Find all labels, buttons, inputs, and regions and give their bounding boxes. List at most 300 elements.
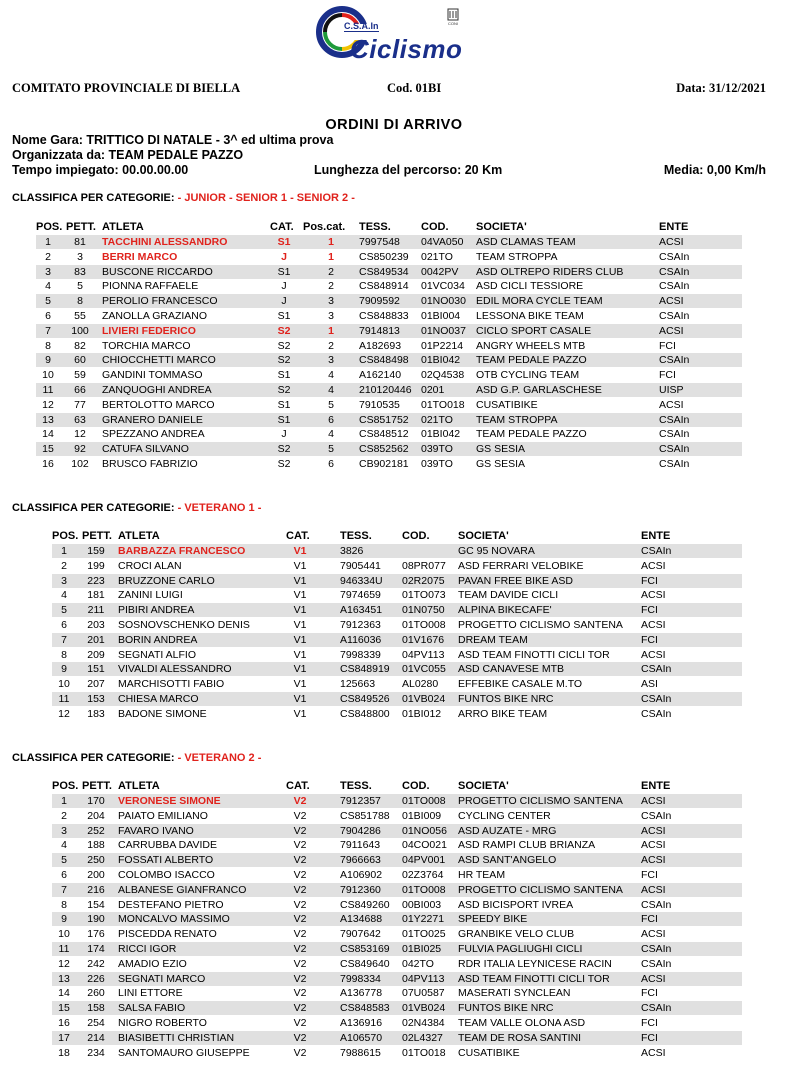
- cell-ente: CSAIn: [659, 265, 690, 278]
- cell-cod: 02L4327: [402, 1031, 443, 1044]
- cell-cat: V2: [293, 839, 307, 852]
- cell-cat: J: [281, 280, 287, 293]
- col-pos: POS.: [52, 530, 79, 542]
- cell-pett: 151: [87, 663, 105, 676]
- cell-societa: GRANBIKE VELO CLUB: [458, 928, 575, 941]
- date-label: Data: 31/12/2021: [676, 81, 766, 95]
- table-row: [52, 898, 742, 912]
- cell-atleta: BERRI MARCO: [102, 250, 178, 263]
- cell-tess: 7905441: [340, 559, 381, 572]
- cell-societa: ASD FERRARI VELOBIKE: [458, 559, 584, 572]
- section2-label-text: CLASSIFICA PER CATEGORIE:: [12, 502, 178, 514]
- cell-ente: CSAIn: [659, 443, 690, 456]
- cell-atleta: CHIESA MARCO: [118, 693, 199, 705]
- cell-poscat: 2: [328, 280, 334, 293]
- cell-atleta: FOSSATI ALBERTO: [118, 854, 214, 867]
- col-ente: ENTE: [659, 221, 689, 233]
- cell-cod: 01TO008: [402, 795, 446, 807]
- section2-label: [12, 502, 261, 514]
- table-row: [36, 383, 742, 397]
- cell-pos: 6: [61, 619, 67, 631]
- cell-ente: CSAIn: [659, 250, 690, 263]
- cell-tess: 7907642: [340, 928, 381, 941]
- cell-atleta: FAVARO IVANO: [118, 824, 194, 837]
- cell-cat: S2: [277, 354, 291, 367]
- cell-cat: V1: [293, 693, 307, 705]
- cell-tess: A116036: [340, 633, 382, 646]
- cell-cat: J: [281, 295, 287, 308]
- cell-pett: 176: [87, 928, 105, 941]
- cell-ente: CSAIn: [659, 428, 690, 441]
- cell-ente: CSAIn: [641, 898, 672, 911]
- cell-tess: 210120446: [359, 384, 412, 396]
- cell-pett: 254: [87, 1017, 105, 1029]
- cell-pett: 158: [87, 1002, 105, 1015]
- col-societa: SOCIETA': [476, 221, 527, 233]
- section1-label-text: CLASSIFICA PER CATEGORIE:: [12, 192, 178, 204]
- cell-cat: V2: [293, 824, 307, 837]
- cell-tess: CS851788: [340, 809, 390, 822]
- cell-ente: FCI: [641, 869, 658, 881]
- cell-atleta: VERONESE SIMONE: [118, 795, 221, 807]
- cell-cod: 039TO: [421, 443, 453, 456]
- cell-cat: V1: [293, 619, 307, 631]
- cell-societa: TEAM PEDALE PAZZO: [476, 354, 587, 367]
- cell-pos: 10: [58, 678, 70, 691]
- table-row: [36, 442, 742, 456]
- cell-cod: 04PV113: [402, 648, 445, 661]
- cell-ente: ACSI: [641, 854, 666, 867]
- table-row: [52, 883, 742, 897]
- cell-societa: EDIL MORA CYCLE TEAM: [476, 295, 603, 308]
- cell-ente: CSAIn: [641, 693, 672, 705]
- cell-tess: 7988615: [340, 1046, 381, 1059]
- cell-pos: 8: [61, 898, 67, 911]
- cell-tess: CS848800: [340, 707, 390, 720]
- table-row: [36, 265, 742, 279]
- cell-tess: 125663: [340, 678, 376, 691]
- cell-pett: 226: [87, 972, 105, 985]
- cell-ente: CSAIn: [659, 310, 690, 322]
- comitato-label: COMITATO PROVINCIALE DI BIELLA: [12, 81, 241, 95]
- cell-tess: A136916: [340, 1017, 383, 1029]
- cell-atleta: LINI ETTORE: [118, 987, 183, 1000]
- cell-ente: CSAIn: [641, 943, 672, 955]
- cell-societa: TEAM STROPPA: [476, 413, 558, 426]
- cell-atleta: GRANERO DANIELE: [102, 413, 203, 426]
- col-ente: ENTE: [641, 780, 671, 792]
- cell-tess: CS848583: [340, 1002, 390, 1015]
- cell-tess: A106570: [340, 1031, 383, 1044]
- cell-pos: 14: [58, 987, 70, 1000]
- cell-cod: 01Y2271: [402, 913, 445, 926]
- cell-poscat: 4: [328, 369, 334, 382]
- cell-ente: ACSI: [641, 648, 666, 661]
- cell-pett: 60: [74, 354, 86, 367]
- section2-categories: - VETERANO 1 -: [177, 502, 262, 514]
- cell-pett: 5: [77, 280, 83, 293]
- cell-cod: 02R2075: [402, 574, 445, 587]
- cell-pos: 7: [45, 324, 51, 337]
- cell-cod: 01NO030: [421, 295, 466, 308]
- cell-societa: ASD RAMPI CLUB BRIANZA: [458, 839, 596, 852]
- ciclismo-logo: [316, 4, 466, 62]
- cell-ente: FCI: [641, 633, 658, 646]
- cell-atleta: BADONE SIMONE: [118, 707, 207, 720]
- cell-cat: V1: [293, 707, 307, 720]
- cell-pett: 8: [77, 295, 83, 308]
- cell-cat: V1: [293, 678, 307, 691]
- cell-cat: S2: [277, 384, 291, 396]
- cell-societa: ASD OLTREPO RIDERS CLUB: [476, 265, 624, 278]
- cell-atleta: SEGNATI ALFIO: [118, 648, 196, 661]
- cell-cod: 02N4384: [402, 1017, 445, 1029]
- cell-cod: 04PV113: [402, 972, 445, 985]
- cell-tess: 7998334: [340, 972, 381, 985]
- cell-cod: 01VC034: [421, 280, 465, 293]
- cell-tess: 7966663: [340, 854, 381, 867]
- cell-pos: 13: [42, 413, 54, 426]
- cell-pett: 170: [87, 795, 105, 807]
- table-row: [52, 603, 742, 617]
- cell-pos: 2: [45, 250, 51, 263]
- cell-ente: ASI: [641, 678, 658, 691]
- cell-societa: ASD CICLI TESSIORE: [476, 280, 584, 293]
- cell-ente: CSAIn: [641, 707, 672, 720]
- cell-atleta: CARRUBBA DAVIDE: [118, 839, 217, 852]
- cell-cod: 01NO037: [421, 324, 466, 337]
- cell-pos: 2: [61, 559, 67, 572]
- cell-ente: FCI: [641, 913, 658, 926]
- cell-ente: CSAIn: [659, 280, 690, 293]
- table-row: [52, 648, 742, 662]
- cell-pett: 216: [87, 883, 105, 896]
- cell-pos: 11: [58, 693, 70, 705]
- cell-societa: FUNTOS BIKE NRC: [458, 693, 554, 705]
- cell-atleta: SEGNATI MARCO: [118, 972, 206, 985]
- cell-pos: 1: [61, 795, 67, 807]
- cell-ente: FCI: [641, 604, 658, 617]
- cell-cat: V2: [293, 898, 307, 911]
- cell-pett: 102: [71, 458, 89, 470]
- table-row: [36, 457, 742, 471]
- cell-cat: V1: [293, 545, 307, 557]
- cell-cod: 01V1676: [402, 633, 445, 646]
- cell-cat: V1: [293, 663, 307, 676]
- cell-cat: S1: [277, 265, 291, 278]
- cell-pos: 7: [61, 883, 67, 896]
- cell-pos: 3: [61, 574, 67, 587]
- cell-ente: CSAIn: [659, 413, 690, 426]
- cell-tess: CS849534: [359, 265, 409, 278]
- cell-cat: S2: [277, 443, 291, 456]
- cell-ente: FCI: [641, 987, 658, 1000]
- section1-label: [12, 192, 355, 204]
- cell-poscat: 2: [328, 265, 334, 278]
- cell-ente: ACSI: [659, 295, 684, 308]
- cell-tess: A134688: [340, 913, 383, 926]
- cell-pos: 16: [42, 458, 54, 470]
- cell-tess: 7997548: [359, 236, 400, 248]
- cell-ente: ACSI: [641, 883, 666, 896]
- cell-cod: 01N0750: [402, 604, 445, 617]
- cell-cod: 01TO008: [402, 619, 446, 631]
- cell-poscat: 5: [328, 443, 334, 456]
- cell-pett: 204: [87, 809, 105, 822]
- cell-pett: 207: [87, 678, 105, 691]
- table-row: [52, 1046, 742, 1060]
- cell-atleta: BERTOLOTTO MARCO: [102, 398, 215, 411]
- cell-tess: CS848833: [359, 310, 409, 322]
- cell-societa: EFFEBIKE CASALE M.TO: [458, 678, 583, 691]
- cell-societa: PROGETTO CICLISMO SANTENA: [458, 619, 623, 631]
- cell-cat: V2: [293, 943, 307, 955]
- cell-cod: 01BI004: [421, 310, 461, 322]
- cell-atleta: PAIATO EMILIANO: [118, 809, 208, 822]
- table-row: [52, 677, 742, 691]
- cell-cod: 01BI042: [421, 354, 461, 367]
- cell-pos: 3: [61, 824, 67, 837]
- section2-header: [0, 530, 788, 544]
- cell-pett: 3: [77, 250, 83, 263]
- cell-pett: 260: [87, 987, 105, 1000]
- table-row: [52, 912, 742, 926]
- cell-poscat: 3: [328, 310, 334, 322]
- col-cat: CAT.: [286, 530, 310, 542]
- cell-pos: 9: [45, 354, 51, 367]
- cell-atleta: ZANOLLA GRAZIANO: [102, 310, 208, 322]
- section3-header: [0, 780, 788, 794]
- cell-pett: 159: [87, 545, 105, 557]
- cell-ente: ACSI: [641, 559, 666, 572]
- cell-societa: TEAM DAVIDE CICLI: [458, 589, 559, 602]
- cell-tess: CS848512: [359, 428, 409, 441]
- cell-tess: A162140: [359, 369, 402, 382]
- cell-pos: 12: [58, 957, 70, 970]
- cell-societa: RDR ITALIA LEYNICESE RACIN: [458, 957, 612, 970]
- table-row: [52, 942, 742, 956]
- cell-cat: V2: [293, 913, 307, 926]
- col-pett: PETT.: [66, 221, 96, 233]
- cell-ente: CSAIn: [659, 458, 690, 470]
- table-row: [52, 662, 742, 676]
- cell-cod: 0042PV: [421, 265, 459, 278]
- cell-ente: CSAIn: [659, 354, 690, 367]
- cell-cat: S1: [277, 369, 291, 382]
- cell-pett: 81: [74, 236, 86, 248]
- cell-cod: 01TO008: [402, 883, 446, 896]
- cell-societa: PAVAN FREE BIKE ASD: [458, 574, 573, 587]
- cell-cat: S2: [277, 324, 291, 337]
- cell-societa: ARRO BIKE TEAM: [458, 707, 548, 720]
- cell-atleta: SOSNOVSCHENKO DENIS: [118, 619, 250, 631]
- cell-cod: 04PV001: [402, 854, 446, 867]
- table-row: [52, 794, 742, 808]
- cell-pett: 188: [87, 839, 105, 852]
- table-row: [52, 633, 742, 647]
- cell-poscat: 3: [328, 354, 334, 367]
- cell-cod: 042TO: [402, 957, 434, 970]
- cell-pos: 9: [61, 913, 67, 926]
- cell-pos: 8: [61, 648, 67, 661]
- table-row: [52, 957, 742, 971]
- cell-ente: CSAIn: [641, 1002, 672, 1015]
- cell-societa: ASD TEAM FINOTTI CICLI TOR: [458, 972, 610, 985]
- cell-cod: AL0280: [402, 678, 439, 691]
- cell-pos: 1: [61, 545, 67, 557]
- cell-societa: TEAM STROPPA: [476, 250, 558, 263]
- cell-cod: 01BI025: [402, 943, 442, 955]
- table-row: [52, 707, 742, 721]
- cell-atleta: SPEZZANO ANDREA: [102, 428, 205, 441]
- section3-categories: - VETERANO 2 -: [177, 752, 262, 764]
- cell-societa: FUNTOS BIKE NRC: [458, 1002, 554, 1015]
- cell-cod: 02Q4538: [421, 369, 465, 382]
- cell-ente: ACSI: [641, 839, 666, 852]
- cell-atleta: BARBAZZA FRANCESCO: [118, 545, 246, 557]
- cell-pett: 66: [74, 384, 86, 396]
- cell-tess: 7909592: [359, 295, 400, 308]
- cell-tess: 7998339: [340, 648, 381, 661]
- cell-societa: LESSONA BIKE TEAM: [476, 310, 584, 322]
- table-row: [36, 279, 742, 293]
- cell-cod: 01TO018: [421, 398, 465, 411]
- cell-cat: S1: [277, 398, 291, 411]
- cell-atleta: NIGRO ROBERTO: [118, 1017, 207, 1029]
- cell-atleta: ZANQUOGHI ANDREA: [102, 384, 212, 396]
- course-length: Lunghezza del percorso: 20 Km: [314, 163, 503, 177]
- cell-atleta: MONCALVO MASSIMO: [118, 913, 230, 926]
- cell-cod: 021TO: [421, 250, 453, 263]
- cell-pett: 181: [87, 589, 105, 602]
- cod-label: Cod. 01BI: [387, 81, 442, 95]
- col-tess: TESS.: [340, 780, 372, 792]
- cell-atleta: TORCHIA MARCO: [102, 339, 191, 352]
- cell-tess: CS848919: [340, 663, 390, 676]
- cell-pett: 203: [87, 619, 105, 631]
- cell-pett: 234: [87, 1046, 105, 1059]
- cell-poscat: 3: [328, 295, 334, 308]
- cell-cod: 08PR077: [402, 559, 446, 572]
- table-row: [52, 618, 742, 632]
- cell-societa: CICLO SPORT CASALE: [476, 324, 592, 337]
- cell-cod: 07U0587: [402, 987, 445, 1000]
- cell-ente: ACSI: [641, 972, 666, 985]
- cell-atleta: BUSCONE RICCARDO: [102, 265, 213, 278]
- table-row: [52, 809, 742, 823]
- cell-poscat: 6: [328, 458, 334, 470]
- cell-tess: 7914813: [359, 324, 400, 337]
- cell-atleta: BIASIBETTI CHRISTIAN: [118, 1031, 235, 1044]
- cell-cat: V2: [293, 1046, 307, 1059]
- cell-pett: 200: [87, 869, 105, 881]
- section3-label-text: CLASSIFICA PER CATEGORIE:: [12, 752, 178, 764]
- cell-cat: V2: [293, 1017, 307, 1029]
- cell-cat: S1: [277, 310, 291, 322]
- cell-ente: ACSI: [641, 589, 666, 602]
- cell-cod: 01NO056: [402, 824, 447, 837]
- average-speed: Media: 0,00 Km/h: [663, 163, 766, 177]
- cell-atleta: ZANINI LUIGI: [118, 589, 183, 602]
- col-ente: ENTE: [641, 530, 671, 542]
- cell-cod: 01BI012: [402, 707, 442, 720]
- cell-ente: FCI: [659, 369, 676, 382]
- cell-atleta: VIVALDI ALESSANDRO: [118, 663, 232, 676]
- cell-poscat: 4: [328, 428, 334, 441]
- cell-pett: 201: [87, 633, 105, 646]
- table-row: [52, 927, 742, 941]
- section3-label: [12, 752, 261, 764]
- cell-cat: V2: [293, 928, 307, 941]
- table-row: [52, 838, 742, 852]
- cell-cod: 01VB024: [402, 1002, 446, 1015]
- cell-cat: V2: [293, 883, 307, 896]
- cell-atleta: PIONNA RAFFAELE: [102, 280, 199, 293]
- cell-pett: 55: [74, 310, 86, 322]
- cell-pos: 15: [58, 1002, 70, 1015]
- cell-ente: CSAIn: [641, 957, 672, 970]
- cell-tess: CS851752: [359, 413, 409, 426]
- cell-pos: 10: [42, 369, 54, 382]
- cell-pos: 12: [58, 707, 70, 720]
- cell-pett: 82: [74, 339, 86, 352]
- cell-pos: 5: [45, 295, 51, 308]
- cell-societa: PROGETTO CICLISMO SANTENA: [458, 795, 623, 807]
- col-cat: CAT.: [286, 780, 310, 792]
- coni-label: CONI: [448, 21, 458, 26]
- cell-cat: J: [281, 428, 287, 441]
- table-row: [52, 853, 742, 867]
- cell-tess: 946334U: [340, 574, 383, 587]
- cell-ente: CSAIn: [641, 663, 672, 676]
- table-row: [36, 309, 742, 323]
- table-row: [52, 1031, 742, 1045]
- cell-pos: 6: [45, 310, 51, 322]
- cell-pos: 8: [45, 339, 51, 352]
- cell-societa: TEAM DE ROSA SANTINI: [458, 1031, 582, 1044]
- cell-ente: ACSI: [641, 824, 666, 837]
- cell-atleta: BRUSCO FABRIZIO: [102, 458, 198, 470]
- cell-atleta: PEROLIO FRANCESCO: [102, 295, 218, 308]
- cell-societa: OTB CYCLING TEAM: [476, 369, 580, 382]
- cell-cod: 00BI003: [402, 898, 442, 911]
- cell-pett: 12: [74, 428, 86, 441]
- cell-pos: 11: [42, 384, 54, 396]
- cell-tess: CS849526: [340, 693, 390, 705]
- cell-pos: 10: [58, 928, 70, 941]
- cell-pett: 214: [87, 1031, 105, 1044]
- cell-atleta: SANTOMAURO GIUSEPPE: [118, 1046, 250, 1059]
- cell-cat: V1: [293, 574, 307, 587]
- cell-pett: 183: [87, 707, 105, 720]
- col-pos: POS.: [36, 221, 63, 233]
- cell-cat: V2: [293, 795, 307, 807]
- cell-cod: 01TO073: [402, 589, 446, 602]
- cell-societa: PROGETTO CICLISMO SANTENA: [458, 883, 623, 896]
- table-row: [52, 559, 742, 573]
- cell-pett: 77: [74, 398, 86, 411]
- cell-societa: GS SESIA: [476, 458, 526, 470]
- col-societa: SOCIETA': [458, 530, 509, 542]
- cell-cod: 01VC055: [402, 663, 446, 676]
- cell-atleta: GANDINI TOMMASO: [102, 369, 203, 382]
- cell-pos: 6: [61, 869, 67, 881]
- cell-pett: 100: [71, 324, 89, 337]
- cell-cat: V2: [293, 854, 307, 867]
- cell-atleta: CROCI ALAN: [118, 559, 182, 572]
- time-used: Tempo impiegato: 00.00.00.00: [12, 163, 189, 177]
- logo-wordmark: Ciclismo: [350, 34, 463, 64]
